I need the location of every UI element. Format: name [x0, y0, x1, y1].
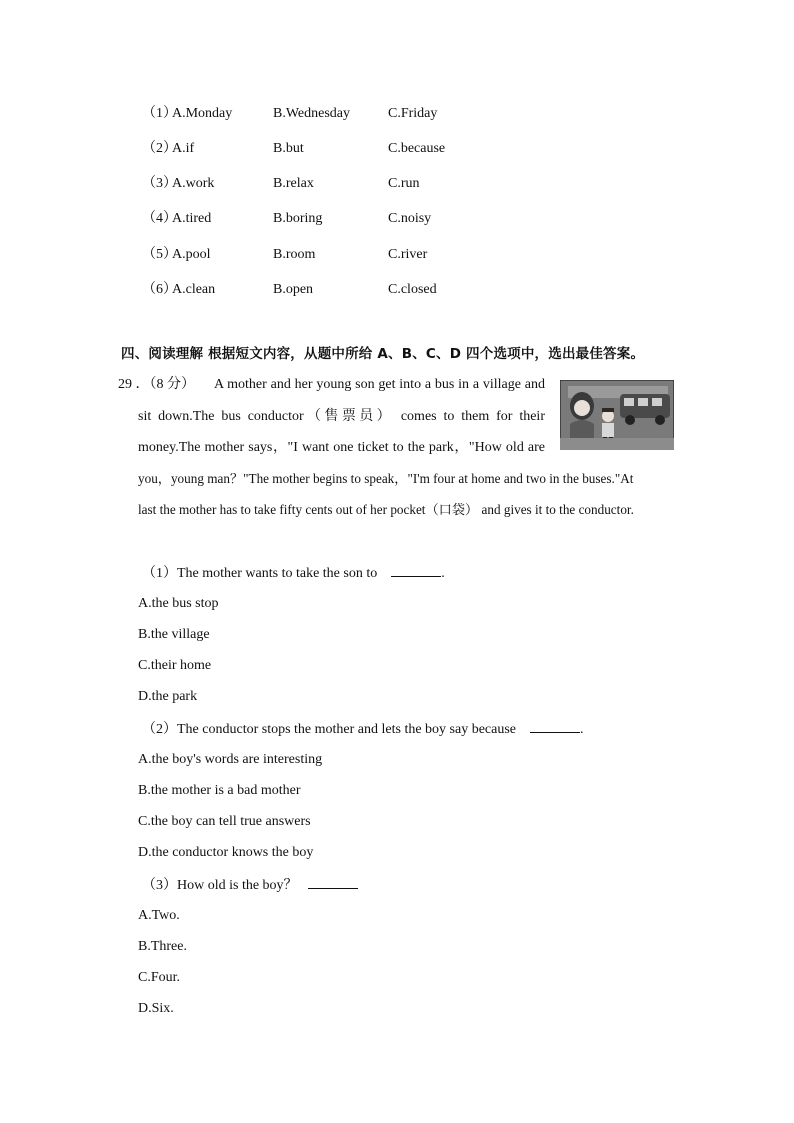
question-stem-end: .	[441, 566, 445, 581]
passage-line-4: you，young man？"The mother begins to speak，"I'm four at home and two in the buses."At	[138, 471, 634, 486]
question-number: 29 ．（8 分）	[118, 377, 195, 392]
option-a: A.Monday	[172, 106, 233, 121]
answer-option[interactable]: B.the mother is a bad mother	[138, 783, 301, 798]
option-b: B.boring	[273, 211, 323, 226]
option-a: A.tired	[172, 211, 212, 226]
answer-option[interactable]: D.the park	[138, 689, 198, 704]
option-c: C.closed	[388, 282, 437, 297]
option-row-number: （3）	[142, 176, 177, 191]
option-a: A.pool	[172, 247, 211, 262]
answer-blank[interactable]	[308, 876, 358, 889]
answer-option[interactable]: C.the boy can tell true answers	[138, 814, 311, 829]
question-stem-text: （1）The mother wants to take the son to	[142, 566, 378, 581]
answer-option[interactable]: D.Six.	[138, 1001, 174, 1016]
passage-line-2: sit down.The bus conductor（售票员） comes to them for their	[138, 409, 545, 424]
option-b: B.but	[273, 141, 304, 156]
answer-option[interactable]: C.Four.	[138, 970, 181, 985]
answer-blank[interactable]	[530, 720, 580, 733]
question-stem	[142, 720, 584, 739]
option-row-number: （1）	[142, 106, 177, 121]
answer-option[interactable]: B.Three.	[138, 939, 187, 954]
option-a: A.work	[172, 176, 215, 191]
question-stem	[142, 564, 445, 583]
option-a: A.if	[172, 141, 195, 156]
option-c: C.noisy	[388, 211, 432, 226]
option-b: B.room	[273, 247, 316, 262]
answer-option[interactable]: B.the village	[138, 627, 210, 642]
passage-line-3: money.The mother says，"I want one ticket to the park，"How old are	[138, 440, 545, 455]
passage-line-5: last the mother has to take fifty cents out of her pocket（口袋） and gives it to the conductor.	[138, 502, 634, 517]
option-row-number: （6）	[142, 282, 177, 297]
option-b: B.Wednesday	[273, 106, 351, 121]
option-b: B.open	[273, 282, 314, 297]
question-stem-end: .	[580, 722, 584, 737]
option-a: A.clean	[172, 282, 216, 297]
option-c: C.because	[388, 141, 446, 156]
passage-line-1: A mother and her young son get into a bus in a village and	[214, 377, 545, 392]
answer-blank[interactable]	[391, 564, 441, 577]
answer-option[interactable]: D.the conductor knows the boy	[138, 845, 314, 860]
mother-and-boy-cartoon-icon	[560, 380, 674, 450]
answer-option[interactable]: C.their home	[138, 658, 212, 673]
answer-option[interactable]: A.Two.	[138, 908, 180, 923]
option-b: B.relax	[273, 176, 314, 191]
answer-option[interactable]: A.the bus stop	[138, 596, 219, 611]
question-stem	[142, 876, 358, 895]
option-c: C.run	[388, 176, 420, 191]
question-stem-text: （3）How old is the boy？	[142, 878, 298, 893]
option-row-number: （4）	[142, 211, 177, 226]
option-c: C.river	[388, 247, 428, 262]
option-c: C.Friday	[388, 106, 438, 121]
option-row-number: （5）	[142, 247, 177, 262]
answer-option[interactable]: A.the boy's words are interesting	[138, 752, 323, 767]
option-row-number: （2）	[142, 141, 177, 156]
section-heading: 四、阅读理解 根据短文内容，从题中所给 A、B、C、D 四个选项中，选出最佳答案。	[121, 346, 645, 362]
question-stem-text: （2）The conductor stops the mother and lets the boy say because	[142, 722, 517, 737]
